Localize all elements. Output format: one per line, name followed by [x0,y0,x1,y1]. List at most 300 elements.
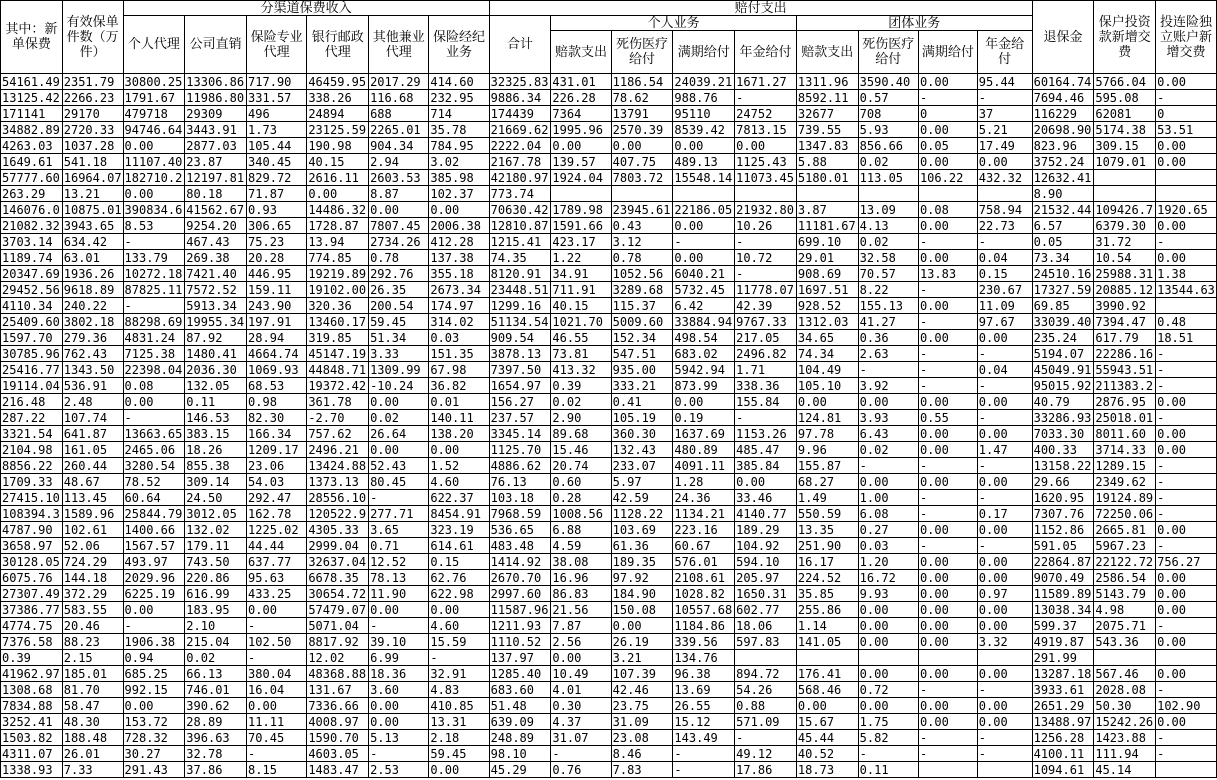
table-cell: 372.29 [62,586,123,602]
table-cell: 413.32 [551,362,611,378]
table-cell: 7834.88 [1,698,63,714]
table-cell: 390834.6 [123,202,185,218]
table-cell: 0.00 [1156,250,1217,266]
table-cell: 0.00 [918,570,977,586]
table-cell: 260.44 [62,458,123,474]
table-cell: 132.02 [185,522,247,538]
table-cell: 31.07 [551,730,611,746]
table-cell: 243.90 [247,298,307,314]
table-cell: 7376.58 [1,634,63,650]
table-cell: 3345.14 [489,426,551,442]
table-cell: 591.05 [1032,538,1094,554]
table-cell: 70.45 [247,730,307,746]
header-group-maturity: 满期给付 [918,31,977,74]
table-cell: 80.18 [185,186,247,202]
table-cell: 8.15 [247,762,307,778]
table-cell: 1.20 [858,554,918,570]
table-cell: 19372.42 [307,378,369,394]
table-cell: 685.25 [123,666,185,682]
table-cell: 0.78 [369,250,429,266]
table-cell: 2.90 [551,410,611,426]
table-cell: 113.45 [62,490,123,506]
table-cell: 51.48 [489,698,551,714]
table-cell: - [673,762,735,778]
table-row [1,202,1217,218]
table-cell: 98.10 [489,746,551,762]
header-personal-death-medical: 死伤医疗给付 [611,31,673,74]
table-cell: 3990.92 [1094,298,1156,314]
table-cell: 217.05 [735,330,797,346]
table-cell: 61.36 [611,538,673,554]
table-cell: 78.13 [369,570,429,586]
table-cell: 13.31 [429,714,489,730]
table-cell: 11587.96 [489,602,551,618]
table-row [1,634,1217,650]
table-cell: 9767.33 [735,314,797,330]
table-cell: 5766.04 [1094,74,1156,90]
table-row [1,666,1217,682]
table-row [1,234,1217,250]
table-cell: 7421.40 [185,266,247,282]
table-cell: 25988.31 [1094,266,1156,282]
table-cell: 0.00 [1156,394,1217,410]
table-cell: 32.78 [185,746,247,762]
table-cell: 124.81 [796,410,858,426]
table-cell: 0.04 [977,250,1032,266]
table-cell: 11181.67 [796,218,858,234]
table-cell: 0.00 [369,714,429,730]
table-cell: 115.37 [611,298,673,314]
table-cell: 0.00 [858,394,918,410]
table-cell: 8.53 [123,218,185,234]
table-cell: 24510.16 [1032,266,1094,282]
table-cell: 37.86 [185,762,247,778]
table-cell: 16.04 [247,682,307,698]
table-cell: 8592.11 [796,90,858,106]
table-row [1,570,1217,586]
table-cell: 16.96 [551,570,611,586]
table-cell: 20.46 [62,618,123,634]
table-cell: 0.00 [1156,522,1217,538]
table-cell: 2734.26 [369,234,429,250]
table-cell: 156.27 [489,394,551,410]
table-row [1,442,1217,458]
table-row [1,298,1217,314]
table-cell: 166.34 [247,426,307,442]
table-cell: 4311.07 [1,746,63,762]
table-cell: 855.38 [185,458,247,474]
table-cell: - [1156,474,1217,490]
table-cell: 1079.01 [1094,154,1156,170]
table-cell: 15548.14 [673,170,735,186]
table-cell: 0.00 [673,138,735,154]
table-cell: 571.09 [735,714,797,730]
table-cell: 0.00 [918,618,977,634]
table-cell: 1728.87 [307,218,369,234]
table-cell: 19114.04 [1,378,63,394]
table-cell: 8454.91 [429,506,489,522]
table-cell: 708 [858,106,918,122]
table-cell: 314.02 [429,314,489,330]
table-row [1,506,1217,522]
table-cell: 0.00 [858,474,918,490]
table-row [1,426,1217,442]
table-cell: 1480.41 [185,346,247,362]
table-cell: 143.49 [673,730,735,746]
table-cell: 6040.21 [673,266,735,282]
table-cell: 22286.16 [1094,346,1156,362]
table-cell: 104.49 [796,362,858,378]
table-cell: 2028.08 [1094,682,1156,698]
table-cell: 576.01 [673,554,735,570]
table-cell: 68.27 [796,474,858,490]
table-cell: 0.93 [247,202,307,218]
table-cell: 0.57 [858,90,918,106]
table-cell: 0.00 [429,442,489,458]
table-cell: 235.24 [1032,330,1094,346]
table-cell: 320.36 [307,298,369,314]
table-cell: 45.29 [489,762,551,778]
table-row [1,650,1217,666]
table-cell [1156,650,1217,666]
table-cell: 4886.62 [489,458,551,474]
table-cell: 2.48 [62,394,123,410]
table-cell: - [977,490,1032,506]
table-cell: 7397.50 [489,362,551,378]
table-row [1,154,1217,170]
table-cell: 139.57 [551,154,611,170]
table-row [1,106,1217,122]
table-cell: 784.95 [429,138,489,154]
table-cell: 30800.25 [123,74,185,90]
table-cell: 4831.24 [123,330,185,346]
table-cell: 102.50 [247,634,307,650]
table-cell: 3012.05 [185,506,247,522]
table-cell: 251.90 [796,538,858,554]
table-cell: 3878.13 [489,346,551,362]
table-cell: 7394.47 [1094,314,1156,330]
table-cell: 2029.96 [123,570,185,586]
table-cell: 7.83 [611,762,673,778]
table-cell: 24039.21 [673,74,735,90]
table-cell: 1567.57 [123,538,185,554]
table-cell: 66.13 [185,666,247,682]
table-cell: 0.19 [673,410,735,426]
table-cell: 1924.04 [551,170,611,186]
table-cell: 103.69 [611,522,673,538]
table-cell: 287.22 [1,410,63,426]
table-row [1,746,1217,762]
table-cell: 9618.89 [62,282,123,298]
table-cell: - [1156,458,1217,474]
table-cell: 412.28 [429,234,489,250]
table-cell: 33884.94 [673,314,735,330]
header-personal-annuity: 年金给付 [735,31,797,74]
table-cell [977,650,1032,666]
table-cell: - [918,730,977,746]
table-cell: 200.54 [369,298,429,314]
table-cell: 0.00 [977,394,1032,410]
table-cell: 140.11 [429,410,489,426]
table-cell: 2222.04 [489,138,551,154]
table-cell: 0.00 [977,522,1032,538]
table-cell: 7.33 [62,762,123,778]
table-cell: 550.59 [796,506,858,522]
table-cell: 29.66 [1032,474,1094,490]
table-cell: 1189.74 [1,250,63,266]
table-cell: - [977,538,1032,554]
table-cell: 0.00 [1156,570,1217,586]
table-cell: 1709.33 [1,474,63,490]
table-cell: 5009.60 [611,314,673,330]
table-cell: 13.09 [858,202,918,218]
table-cell: 0.03 [429,330,489,346]
table-cell: 0.00 [247,698,307,714]
header-channel-direct-sales: 公司直销 [185,16,247,74]
table-cell: - [551,746,611,762]
table-cell: 4919.87 [1032,634,1094,650]
table-cell: 637.77 [247,554,307,570]
table-cell: 0.97 [977,586,1032,602]
table-cell: 38.08 [551,554,611,570]
table-cell: 75.23 [247,234,307,250]
table-cell: 28.89 [185,714,247,730]
header-payout: 赔付支出 [489,1,1032,16]
table-cell: 5071.04 [307,618,369,634]
table-cell: - [429,650,489,666]
table-cell: 319.85 [307,330,369,346]
table-cell: 0.00 [369,698,429,714]
table-cell: 120522.9 [307,506,369,522]
table-cell: 226.28 [551,90,611,106]
table-cell [1156,298,1217,314]
table-cell: 1209.17 [247,442,307,458]
table-cell: - [918,90,977,106]
table-cell: 230.67 [977,282,1032,298]
table-cell: 269.38 [185,250,247,266]
table-cell: 40.15 [307,154,369,170]
table-cell: 46.55 [551,330,611,346]
table-cell: 0.60 [551,474,611,490]
table-cell: 78.52 [123,474,185,490]
table-cell: 16.17 [796,554,858,570]
table-cell: 0.05 [918,138,977,154]
table-cell: 1311.96 [796,74,858,90]
table-cell: 2876.95 [1094,394,1156,410]
table-cell: 183.95 [185,602,247,618]
table-cell: 728.32 [123,730,185,746]
table-cell: 60.64 [123,490,185,506]
table-cell: 27415.10 [1,490,63,506]
table-cell: 762.43 [62,346,123,362]
table-cell: 42180.97 [489,170,551,186]
table-cell: 0.00 [918,666,977,682]
table-cell [1094,186,1156,202]
table-cell: 20347.69 [1,266,63,282]
table-cell: - [1156,490,1217,506]
table-cell: 0.15 [977,266,1032,282]
table-cell: 1343.50 [62,362,123,378]
table-cell: 0.00 [858,698,918,714]
table-cell: 0.55 [918,410,977,426]
table-cell: 774.85 [307,250,369,266]
table-cell: 6.88 [551,522,611,538]
table-cell: 2651.29 [1032,698,1094,714]
table-cell [858,186,918,202]
table-cell: 0.08 [123,378,185,394]
table-cell: 17.86 [735,762,797,778]
table-cell: 10875.01 [63,202,122,217]
table-cell: 2108.61 [673,570,735,586]
table-cell: 63.01 [62,250,123,266]
table-cell: 20.28 [247,250,307,266]
table-cell: 4305.33 [307,522,369,538]
table-cell: 20698.90 [1032,122,1094,138]
table-cell: 12810.87 [489,218,551,234]
table-cell [977,186,1032,202]
table-cell: 928.52 [796,298,858,314]
table-cell: 94746.64 [123,122,185,138]
table-cell: 23125.59 [307,122,369,138]
table-cell: 410.85 [429,698,489,714]
table-cell: 146076.0 [1,202,63,218]
table-cell: 0.00 [1156,666,1217,682]
table-cell: 10.72 [735,250,797,266]
table-row [1,218,1217,234]
table-cell: 240.22 [62,298,123,314]
table-cell: 3.87 [796,202,858,218]
table-row [1,314,1217,330]
table-cell: 614.61 [429,538,489,554]
table-cell: 423.17 [551,234,611,250]
table-row [1,74,1217,90]
table-cell: 7.87 [551,618,611,634]
table-cell: 0.00 [123,186,185,202]
table-cell: 29170 [62,106,123,122]
table-cell: 1.22 [551,250,611,266]
table-cell: 21082.32 [1,218,63,234]
table-cell: 0.39 [1,650,63,666]
table-cell: 1028.82 [673,586,735,602]
table-cell: 0.03 [858,538,918,554]
table-cell: 2997.60 [489,586,551,602]
table-cell: 599.37 [1032,618,1094,634]
table-cell: 45.14 [1094,762,1156,778]
table-cell: 714 [429,106,489,122]
table-cell [918,186,977,202]
table-cell: 2999.04 [307,538,369,554]
table-cell: 6678.35 [307,570,369,586]
table-cell: 1649.61 [1,154,63,170]
table-cell: 102.90 [1156,698,1217,714]
table-cell: 1069.93 [247,362,307,378]
table-cell: 13424.88 [307,458,369,474]
table-cell: 4.59 [551,538,611,554]
table-cell: 1125.43 [735,154,797,170]
table-cell: 483.48 [489,538,551,554]
table-cell: - [247,618,307,634]
table-header [1,1,1217,74]
table-cell: 41562.67 [185,202,247,218]
table-cell: - [977,746,1032,762]
table-cell: 37 [977,106,1032,122]
table-cell: 104.92 [735,538,797,554]
table-cell: 9254.20 [185,218,247,234]
table-cell: 137.38 [429,250,489,266]
table-cell: 0.02 [185,650,247,666]
table-cell: 5.13 [369,730,429,746]
table-cell: 3.60 [369,682,429,698]
table-cell: 543.36 [1094,634,1156,650]
table-cell: 70630.42 [489,202,551,218]
table-cell: 23448.51 [489,282,551,298]
table-cell: 0.02 [858,234,918,250]
table-cell: 432.32 [977,170,1032,186]
table-cell: 48.30 [62,714,123,730]
table-cell: 81.70 [62,682,123,698]
table-cell: - [977,346,1032,362]
table-row [1,490,1217,506]
header-channel-other-agent: 其他兼业代理 [369,16,429,74]
table-cell: 0.00 [918,586,977,602]
table-cell: 23.87 [185,154,247,170]
table-cell: 0.00 [429,762,489,778]
table-cell: 829.72 [247,170,307,186]
table-cell: 0.00 [977,426,1032,442]
table-cell: 2877.03 [185,138,247,154]
table-cell: 44.44 [247,538,307,554]
table-cell: 97.67 [977,314,1032,330]
table-cell: - [735,410,797,426]
table-cell: 1.75 [858,714,918,730]
table-cell: 8539.42 [673,122,735,138]
table-cell: 27307.49 [1,586,63,602]
table-cell: 153.72 [123,714,185,730]
table-cell: 4.60 [429,618,489,634]
table-cell: 155.13 [858,298,918,314]
table-cell [918,762,977,778]
table-cell: 873.99 [673,378,735,394]
table-cell: - [735,234,797,250]
table-cell: 0.00 [858,634,918,650]
table-cell: 53.51 [1156,122,1217,138]
table-cell: - [735,90,797,106]
table-cell: 159.11 [247,282,307,298]
table-cell: 263.29 [1,186,63,202]
table-cell: 182710.2 [123,170,185,186]
table-cell: 992.15 [123,682,185,698]
table-cell: 3933.61 [1032,682,1094,698]
table-cell: 5.88 [796,154,858,170]
table-cell: 105.10 [796,378,858,394]
table-cell: 73.81 [551,346,611,362]
table-cell: 0.28 [551,490,611,506]
table-cell: 5732.45 [673,282,735,298]
table-cell: 205.97 [735,570,797,586]
table-cell: 616.99 [185,586,247,602]
table-cell: 45147.19 [307,346,369,362]
table-cell: 25018.01 [1094,410,1156,426]
table-cell: 823.96 [1032,138,1094,154]
table-cell: 190.98 [307,138,369,154]
table-cell: 0.00 [918,74,977,90]
table-cell: 1256.28 [1032,730,1094,746]
table-cell: 5942.94 [673,362,735,378]
table-row [1,522,1217,538]
table-cell: 2670.70 [489,570,551,586]
table-cell: - [918,234,977,250]
table-cell: 10272.18 [123,266,185,282]
